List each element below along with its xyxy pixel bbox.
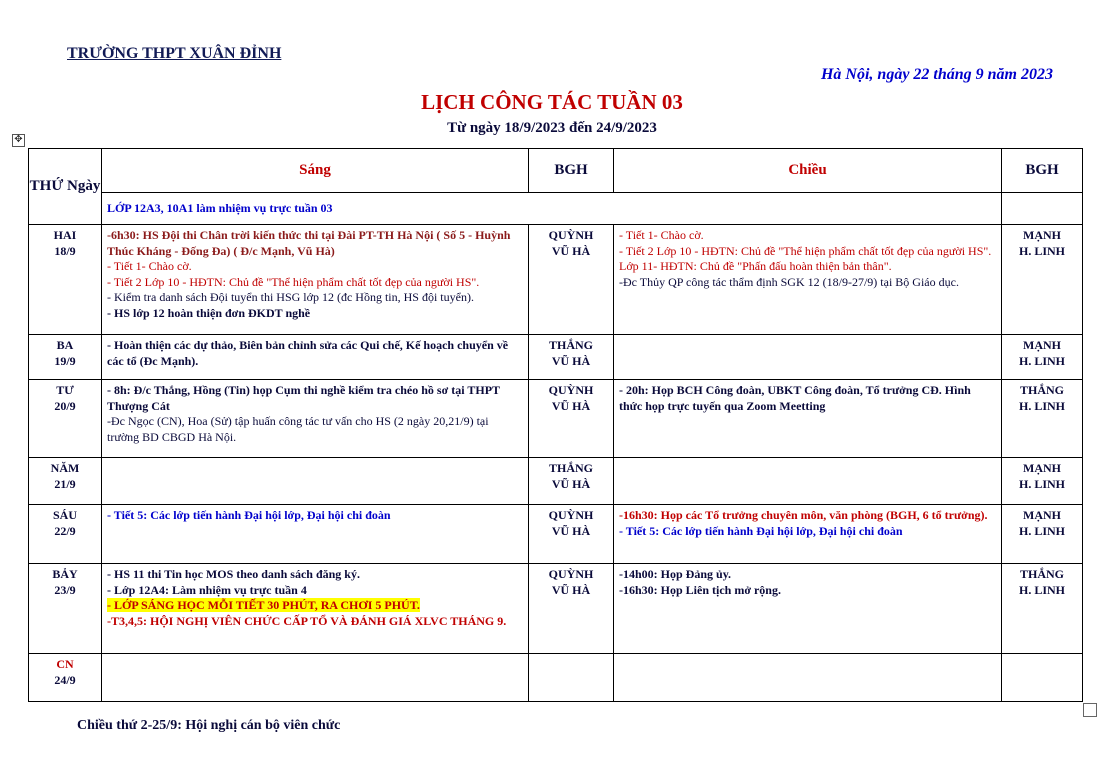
day-date: 22/9 [54,523,76,538]
afternoon-cell [614,225,1002,335]
bgh-name: H. LINH [1018,476,1065,491]
morning-item: - HS lớp 12 hoàn thiện đơn ĐKDT nghề [107,305,311,320]
bgh-name: THẮNG [548,461,593,475]
day-cell [29,335,102,380]
school-name: TRƯỜNG THPT XUÂN ĐỈNH [67,45,282,62]
morning-header: Sáng [102,149,529,193]
header-row [29,149,1083,193]
morning-cell [102,225,529,335]
afternoon-cell [614,380,1002,458]
bgh-cell [1002,335,1083,380]
afternoon-cell [614,505,1002,564]
afternoon-item: -14h00: Họp Đảng ủy. [619,567,732,581]
day-cell [29,225,102,335]
bgh-name: MẠNH [1023,461,1061,475]
afternoon-item: -Đc Thủy QP công tác thẩm định SGK 12 (18/9-27/9) tại Bộ Giáo dục. [619,274,959,289]
bgh-name: VŨ HÀ [551,243,591,258]
duty-empty [1002,193,1083,225]
bgh-name: VŨ HÀ [551,398,591,413]
morning-item: -T3,4,5: HỘI NGHỊ VIÊN CHỨC CẤP TỔ VÀ ĐÁNH GIÁ XLVC THÁNG 9. [107,613,507,628]
morning-cell [102,564,529,654]
bgh-name: VŨ HÀ [551,523,591,538]
bgh-name: H. LINH [1018,243,1065,258]
bgh-cell [1002,458,1083,505]
morning-item: -Đc Ngọc (CN), Hoa (Sử) tập huấn công tác tư vấn cho HS (2 ngày 20,21/9) tại trường BD CBGD Hà Nội. [107,414,489,444]
bgh-name: VŨ HÀ [551,476,591,491]
table-row [29,335,1083,380]
afternoon-item: -16h30: Họp các Tổ trưởng chuyên môn, văn phòng (BGH, 6 tổ trưởng). [619,508,988,522]
morning-item: - Tiết 5: Các lớp tiến hành Đại hội lớp, Đại hội chi đoàn [107,508,391,522]
table-row [29,505,1083,564]
bgh-cell [529,380,614,458]
table-row [29,380,1083,458]
day-date: 23/9 [54,582,76,597]
bgh-name: MẠNH [1023,228,1061,242]
day-label: BA [56,338,74,352]
day-label: HAI [53,228,77,242]
bgh-name: QUỲNH [548,228,594,242]
morning-item: - Hoàn thiện các dự thảo, Biên bản chỉnh sửa các Qui chế, Kế hoạch chuyển về các tổ (Đc Mạnh). [107,338,509,368]
morning-item: - Tiết 1- Chào cờ. [107,259,192,273]
bgh-cell [529,505,614,564]
day-date: 24/9 [54,672,76,687]
bgh-name: H. LINH [1018,353,1065,368]
bgh-name: THẮNG [548,338,593,352]
bgh-morning-header: BGH [529,149,614,193]
bgh-cell [529,458,614,505]
document-date: Hà Nội, ngày 22 tháng 9 năm 2023 [820,66,1053,83]
afternoon-item: - 20h: Họp BCH Công đoàn, UBKT Công đoàn, Tổ trưởng CĐ. Hình thức họp trực tuyến qua Zoom Meetting [619,383,971,413]
schedule-table [28,148,1083,702]
duty-row [29,193,1083,225]
bgh-name: THẮNG [1019,567,1064,581]
bgh-name: VŨ HÀ [551,582,591,597]
bgh-name: H. LINH [1018,582,1065,597]
bgh-cell [1002,380,1083,458]
bgh-cell [1002,225,1083,335]
morning-item: - Lớp 12A4: Làm nhiệm vụ trực tuần 4 [107,582,307,597]
bgh-cell [1002,564,1083,654]
bgh-cell [529,335,614,380]
date-range: Từ ngày 18/9/2023 đến 24/9/2023 [447,120,657,136]
bgh-name: THẮNG [1019,383,1064,397]
bgh-name: H. LINH [1018,398,1065,413]
day-header [29,149,102,225]
day-date: 18/9 [54,243,76,258]
morning-item: - HS 11 thi Tin học MOS theo danh sách đăng ký. [107,567,360,581]
afternoon-item: - Tiết 1- Chào cờ. [619,228,704,242]
bgh-name: QUỲNH [548,508,594,522]
bgh-name: VŨ HÀ [551,353,591,368]
day-cell [29,654,102,702]
afternoon-item: - Tiết 5: Các lớp tiến hành Đại hội lớp, Đại hội chi đoàn [619,523,903,538]
morning-item: - Kiểm tra danh sách Đội tuyển thi HSG lớp 12 (đc Hồng tin, HS đội tuyển). [107,290,474,304]
bgh-name: QUỲNH [548,567,594,581]
bgh-cell [529,654,614,702]
day-cell [29,380,102,458]
page-title: LỊCH CÔNG TÁC TUẦN 03 [421,90,683,114]
day-label: TƯ [56,383,74,397]
bgh-afternoon-header: BGH [1002,149,1083,193]
afternoon-cell [614,654,1002,702]
afternoon-item: -16h30: Họp Liên tịch mở rộng. [619,582,781,597]
day-label: CN [56,657,74,671]
day-date: 21/9 [54,476,76,491]
duty-note: LỚP 12A3, 10A1 làm nhiệm vụ trực tuần 03 [102,193,1002,225]
morning-item: - 8h: Đ/c Thắng, Hồng (Tin) họp Cụm thi nghề kiểm tra chéo hồ sơ tại THPT Thượng Cát [107,383,500,413]
afternoon-cell [614,564,1002,654]
table-move-handle-icon[interactable]: ✥ [12,134,25,147]
morning-item: -6h30: HS Đội thi Chân trời kiến thức thi tại Đài PT-TH Hà Nội ( Số 5 - Huỳnh Thúc Kháng - Đống Đa) ( Đ/c Mạnh, Vũ Hà) [107,228,511,258]
morning-cell [102,654,529,702]
bgh-name: MẠNH [1023,338,1061,352]
bgh-cell [1002,505,1083,564]
morning-cell [102,505,529,564]
table-row [29,654,1083,702]
day-cell [29,458,102,505]
bgh-cell [529,564,614,654]
table-row [29,564,1083,654]
bgh-cell [529,225,614,335]
afternoon-cell [614,335,1002,380]
afternoon-header: Chiều [614,149,1002,193]
highlighted-notice: - LỚP SÁNG HỌC MỖI TIẾT 30 PHÚT, RA CHƠI 5 PHÚT. [107,598,420,612]
day-cell [29,564,102,654]
table-row [29,458,1083,505]
bgh-name: H. LINH [1018,523,1065,538]
day-cell [29,505,102,564]
table-resize-handle[interactable] [1083,703,1097,717]
afternoon-item: - Tiết 2 Lớp 10 - HĐTN: Chủ đề "Thể hiện phẩm chất tốt đẹp của người HS". Lớp 11- HĐTN: Chủ đề "Phấn đấu hoàn thiện bản thân". [619,243,992,273]
morning-item: - Tiết 2 Lớp 10 - HĐTN: Chủ đề "Thể hiện phẩm chất tốt đẹp của người HS". [107,274,480,289]
day-header-label: THỨ Ngày [29,177,101,194]
afternoon-cell [614,458,1002,505]
bgh-cell [1002,654,1083,702]
day-label: NĂM [50,461,80,475]
footer-note: Chiều thứ 2-25/9: Hội nghị cán bộ viên chức [77,718,341,733]
morning-cell [102,380,529,458]
day-date: 20/9 [54,398,76,413]
day-label: SÁU [52,508,77,522]
bgh-name: QUỲNH [548,383,594,397]
bgh-name: MẠNH [1023,508,1061,522]
morning-cell [102,335,529,380]
day-date: 19/9 [54,353,76,368]
morning-cell [102,458,529,505]
table-row [29,225,1083,335]
day-label: BẢY [52,567,78,581]
